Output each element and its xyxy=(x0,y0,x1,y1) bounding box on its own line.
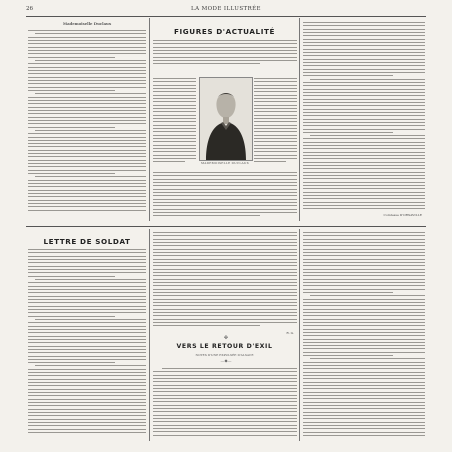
exil-subtitle: NOTES D'UNE EXPULSÉE D'ALSACE xyxy=(195,353,254,357)
exil-heading: VERS LE RETOUR D'EXIL xyxy=(176,343,273,350)
bio-heading: Mademoiselle Duclaux xyxy=(62,21,112,26)
page-number: 26 xyxy=(26,6,33,12)
ornament-small: —◆— xyxy=(220,358,232,363)
figures-right-text xyxy=(254,78,297,170)
exil-text xyxy=(153,368,297,440)
portrait-caption: MADEMOISELLE DUCLAUX xyxy=(201,161,249,165)
publication-title: LA MODE ILLUSTRÉE xyxy=(191,6,261,12)
column-divider xyxy=(299,229,300,441)
lettre-continued-text xyxy=(153,232,297,330)
signature-orsaville: Comtesse D'ORSAVILLE xyxy=(383,213,422,217)
bio-text xyxy=(28,30,146,220)
figures-intro-text xyxy=(153,40,297,70)
figures-continued-text xyxy=(303,22,425,218)
figures-heading: FIGURES D'ACTUALITÉ xyxy=(174,27,275,36)
header-rule xyxy=(26,16,426,17)
exil-continued-text xyxy=(303,232,425,440)
lettre-text xyxy=(28,249,146,439)
lettre-heading: LETTRE DE SOLDAT xyxy=(43,237,131,246)
signature-rg: R. G. xyxy=(286,331,294,335)
column-divider xyxy=(299,18,300,221)
column-divider xyxy=(149,18,150,221)
portrait-photo xyxy=(199,77,253,161)
ornament: ✤ xyxy=(223,335,229,341)
page-header xyxy=(26,5,426,14)
section-rule xyxy=(26,226,426,227)
column-divider xyxy=(149,229,150,441)
figures-bottom-text xyxy=(153,172,297,222)
figures-left-text xyxy=(153,78,196,170)
